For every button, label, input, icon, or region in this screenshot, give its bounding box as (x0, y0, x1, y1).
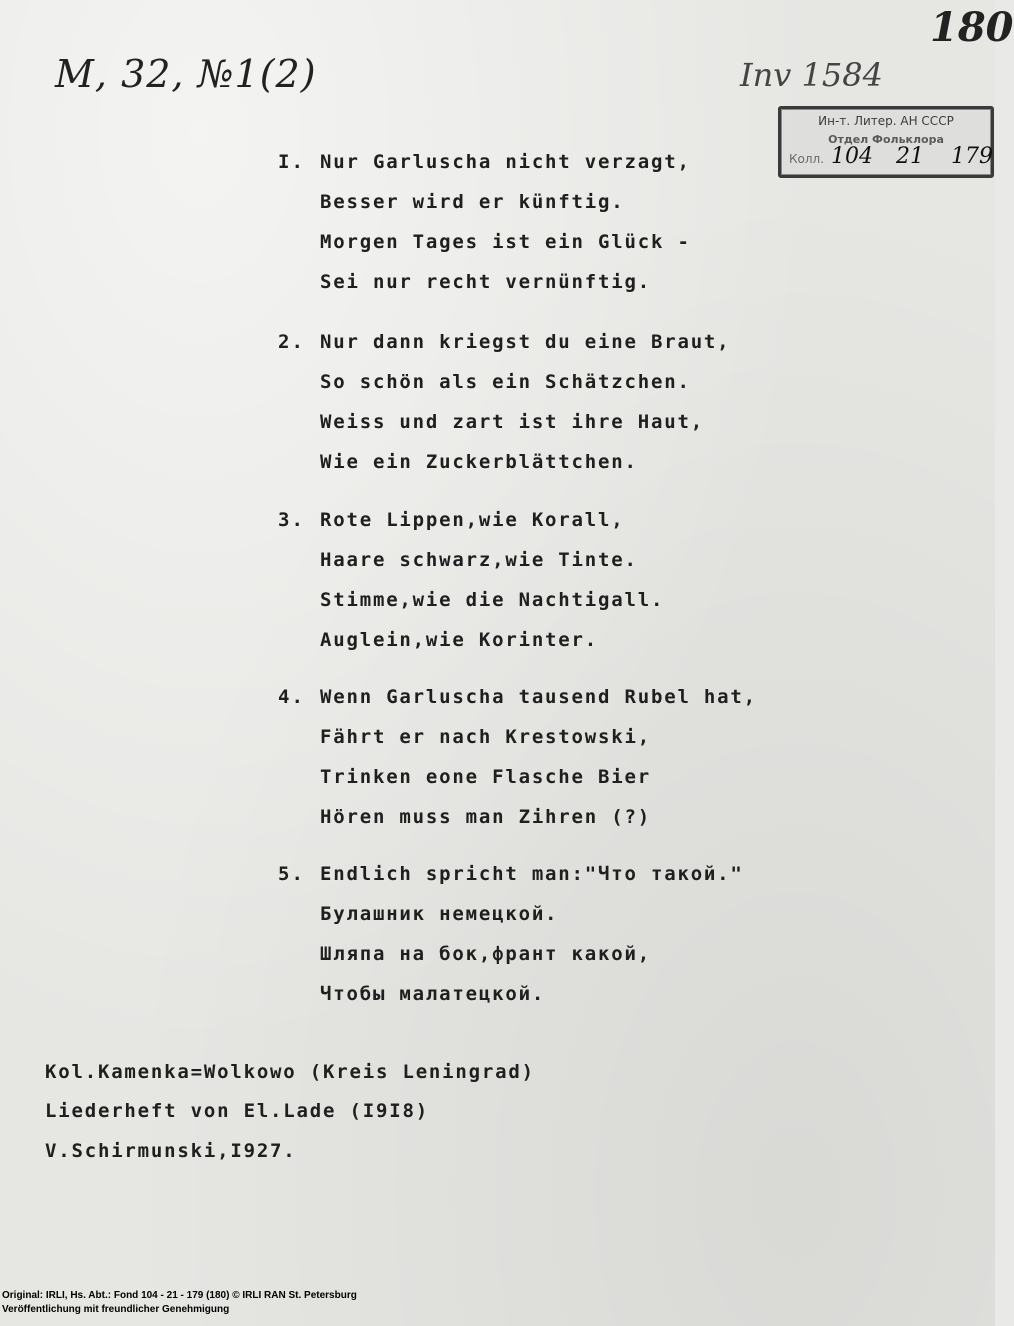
stanza-number: 3. (278, 509, 305, 531)
archive-stamp (778, 106, 994, 178)
verse-line: Stimme,wie die Nachtigall. (320, 589, 665, 611)
inventory-number: Inv 1584 (740, 56, 883, 94)
verse-line: Weiss und zart ist ihre Haut, (320, 411, 704, 433)
verse-line: Auglein,wie Korinter. (320, 629, 599, 651)
archive-shelfmark: M, 32, №1(2) (55, 52, 317, 96)
verse-line: Rote Lippen,wie Korall, (320, 509, 625, 531)
stamp-institute: Ин-т. Литер. АН СССР (818, 114, 954, 128)
verse-line: Nur Garluscha nicht verzagt, (320, 151, 691, 173)
stanza-number: 4. (278, 686, 305, 708)
verse-line: Morgen Tages ist ein Glück - (320, 231, 691, 253)
verse-line: Trinken eone Flasche Bier (320, 766, 651, 788)
stanza-number: 2. (278, 331, 305, 353)
stanza-number: I. (278, 151, 305, 173)
verse-line: So schön als ein Schätzchen. (320, 371, 691, 393)
stamp-department: Отдел Фольклора (828, 133, 944, 146)
stamp-item-number: 179 (951, 144, 993, 169)
stamp-fond-number: 104 (831, 144, 873, 169)
verse-line: Hören muss man Zihren (?) (320, 806, 651, 828)
verse-line: Булашник немецкой. (320, 903, 559, 925)
source-location: Kol.Kamenka=Wolkowo (Kreis Leningrad) (45, 1061, 535, 1083)
verse-line: Endlich spricht man:"Что такой." (320, 863, 744, 885)
stamp-collection-label: Колл. (789, 152, 825, 166)
page-number: 180 (930, 4, 1014, 51)
copyright-footer: Original: IRLI, Hs. Abt.: Fond 104 - 21 - 179 (180) © IRLI RAN St. Petersburg (2, 1290, 357, 1301)
verse-line: Nur dann kriegst du eine Braut, (320, 331, 731, 353)
permission-footer: Veröffentlichung mit freundlicher Genehmigung (2, 1304, 230, 1315)
stamp-opis-number: 21 (896, 144, 924, 169)
verse-line: Besser wird er künftig. (320, 191, 625, 213)
verse-line: Haare schwarz,wie Tinte. (320, 549, 638, 571)
stanza-number: 5. (278, 863, 305, 885)
source-songbook: Liederheft von El.Lade (I9I8) (45, 1100, 429, 1122)
verse-line: Sei nur recht vernünftig. (320, 271, 651, 293)
verse-line: Чтобы малатецкой. (320, 983, 546, 1005)
verse-line: Wie ein Zuckerblättchen. (320, 451, 638, 473)
verse-line: Wenn Garluscha tausend Rubel hat, (320, 686, 757, 708)
verse-line: Шляпа на бок,франт какой, (320, 943, 651, 965)
source-collector: V.Schirmunski,I927. (45, 1140, 297, 1162)
verse-line: Fährt er nach Krestowski, (320, 726, 651, 748)
